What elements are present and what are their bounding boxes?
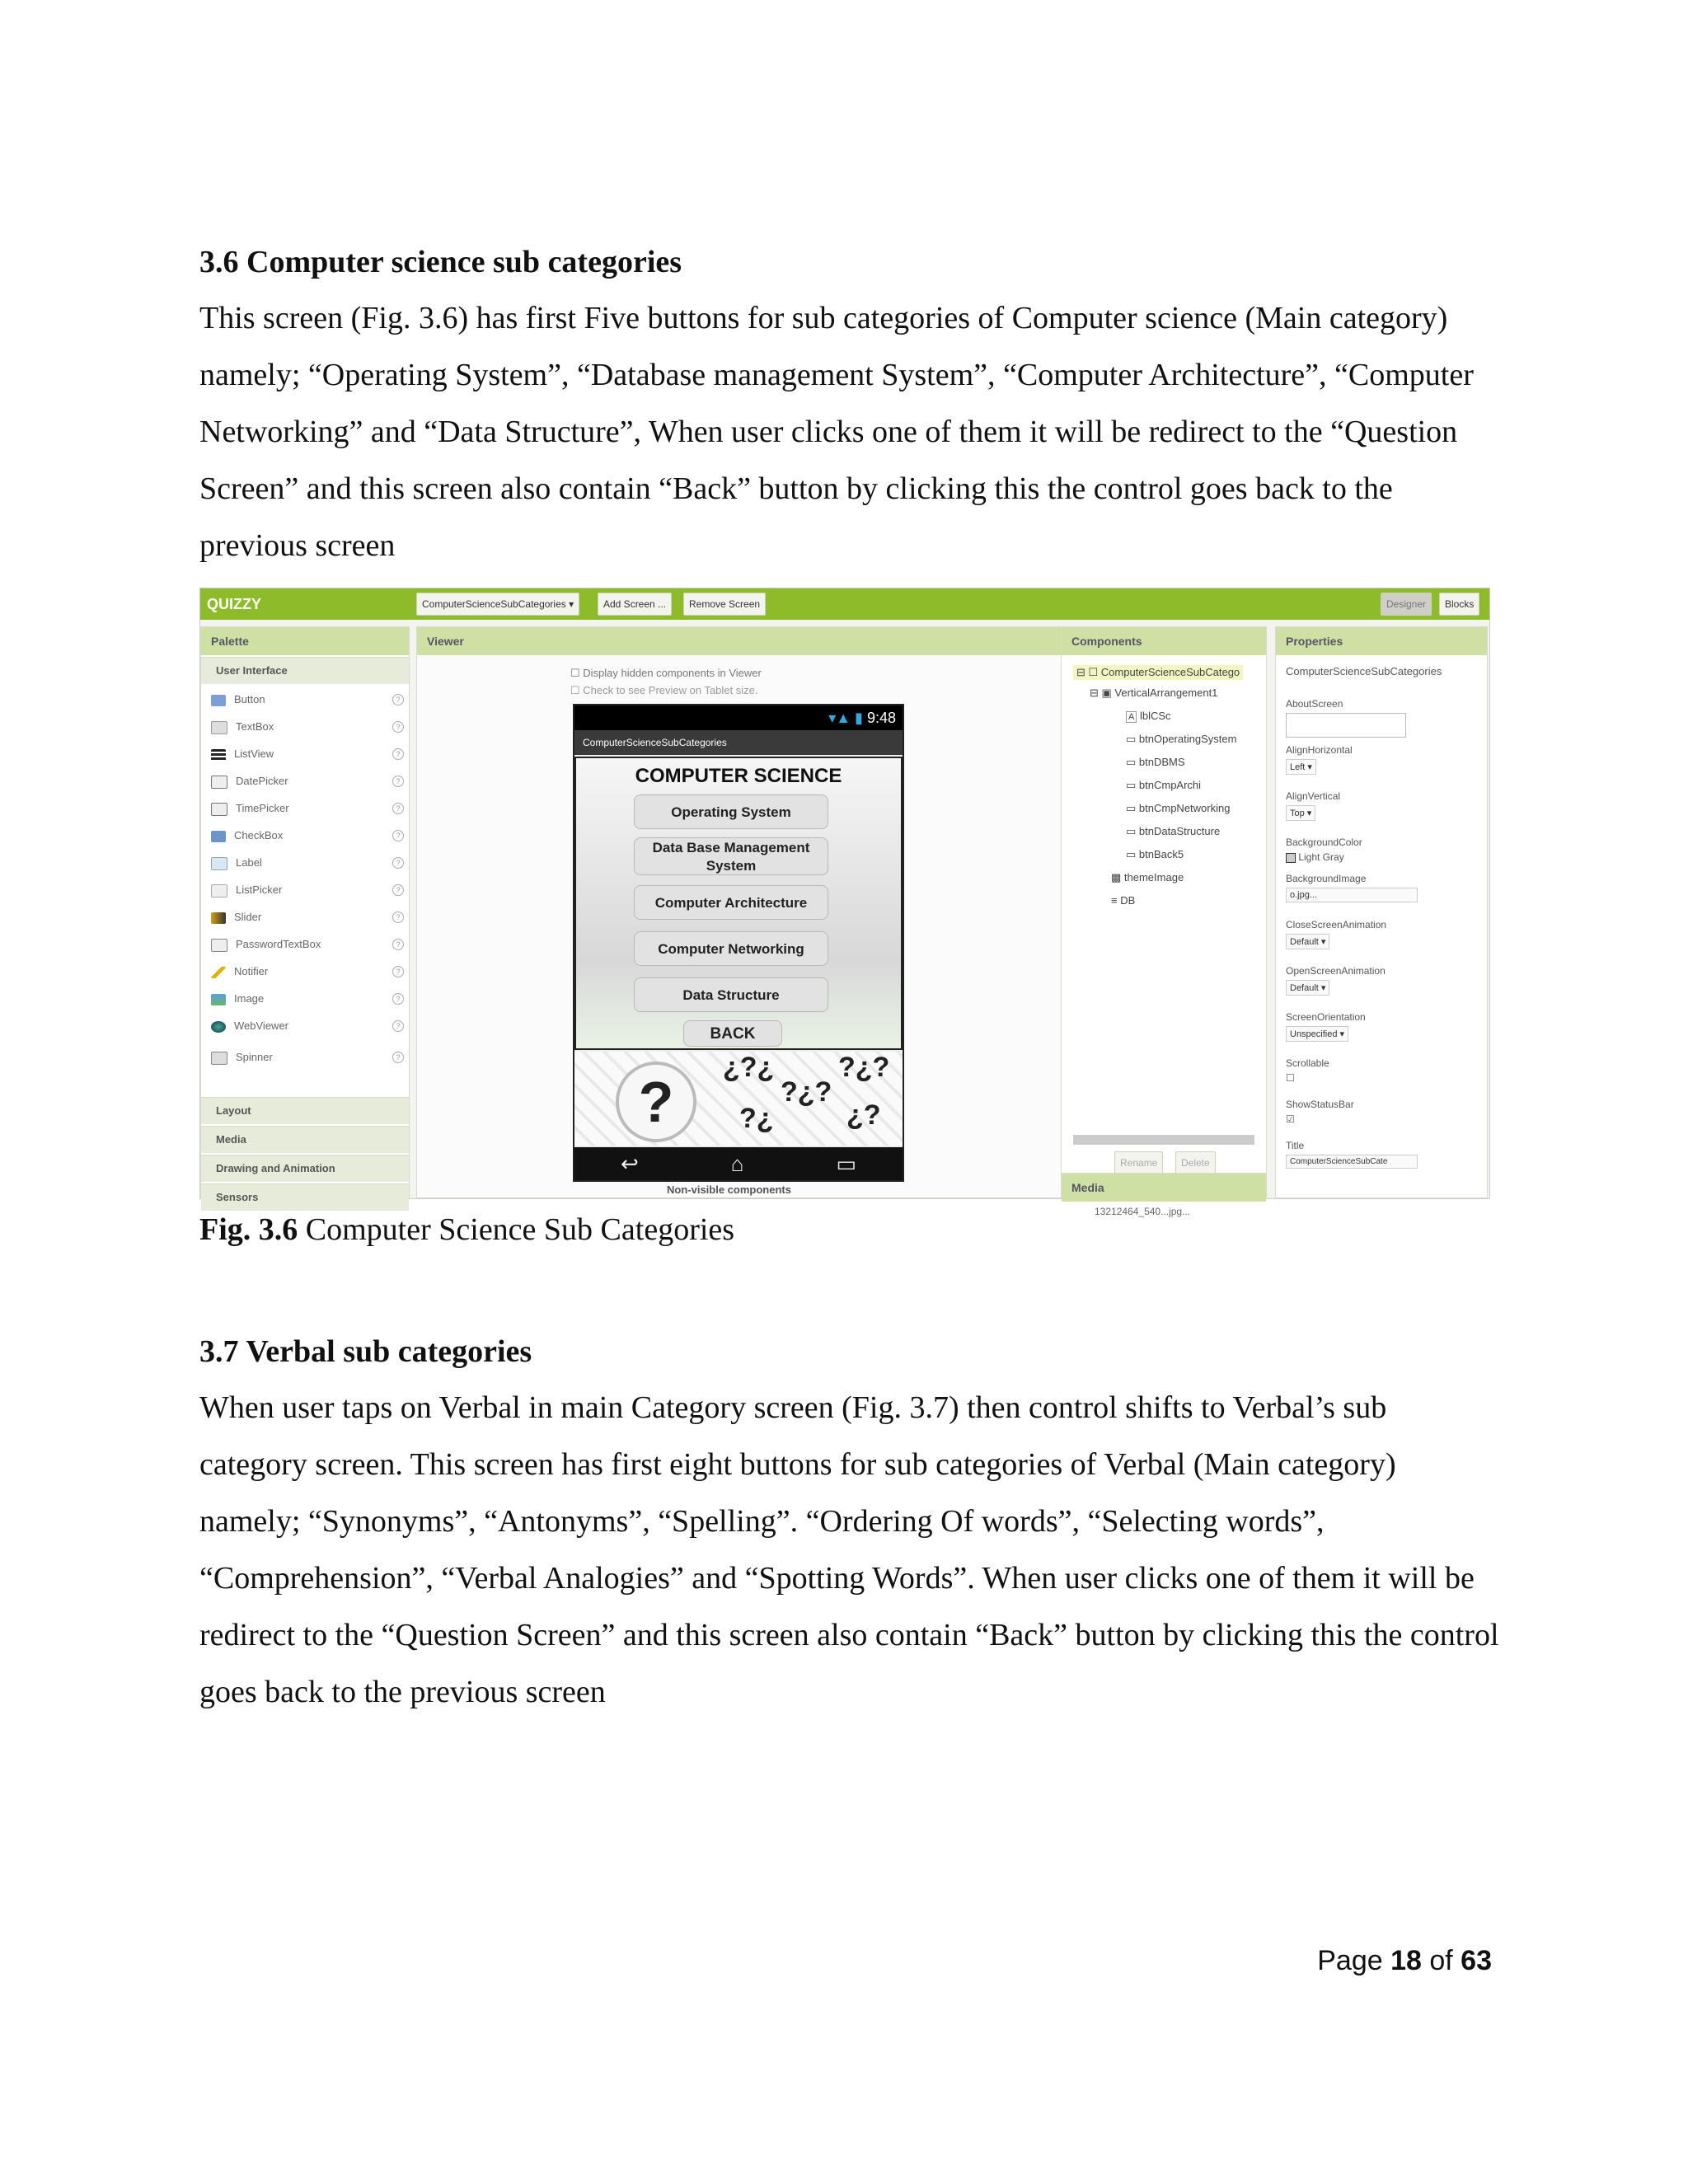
app-brand: QUIZZY bbox=[207, 596, 261, 612]
palette-item[interactable]: Label ? bbox=[209, 850, 404, 876]
btn-computer-networking[interactable]: Computer Networking bbox=[634, 931, 828, 966]
palette-item[interactable]: CheckBox ? bbox=[209, 823, 404, 849]
prop-label: AboutScreen bbox=[1286, 698, 1343, 710]
components-header: Components bbox=[1062, 627, 1266, 655]
back-button[interactable]: BACK bbox=[683, 1020, 782, 1047]
section-paragraph-3-7: When user taps on Verbal in main Category screen (Fig. 3.7) then control shifts to Verbal’s sub category screen. This screen has first eight buttons for sub categories of Verbal (Main category) namely; “Synonyms”, “Antonyms”, “Spelling”. “Ordering Of words”, “Selecting words”, “Comprehension”, “Verbal Analogies” and “Spotting Words”. When user clicks one of them it will be redirect to the “Question Screen” and this screen also contain “Back” button by clicking this the control goes back to the previous screen bbox=[199, 1390, 1499, 1709]
phone-status-bar: ▾▲ ▮ 9:48 bbox=[574, 705, 903, 730]
figure-caption: Fig. 3.6 Computer Science Sub Categories bbox=[199, 1212, 735, 1247]
computer-science-label: COMPUTER SCIENCE bbox=[635, 765, 842, 787]
background-color-value[interactable]: Light Gray bbox=[1286, 851, 1344, 863]
palette-item[interactable]: TimePicker ? bbox=[209, 795, 404, 822]
prop-label: ScreenOrientation bbox=[1286, 1011, 1366, 1023]
section-paragraph-3-6: This screen (Fig. 3.6) has first Five buttons for sub categories of Computer science (Main category) namely; “Operating System”, “Database management System”, “Computer Architecture”, “Computer Networking” and “Data Structure”, When user clicks one of them it will be redirect to the “Question Screen” and this screen also contain “Back” button by clicking this the control goes back to the previous screen bbox=[199, 301, 1474, 563]
selected-component-name: ComputerScienceSubCategories bbox=[1286, 665, 1442, 677]
prop-label: ShowStatusBar bbox=[1286, 1099, 1354, 1110]
tree-db[interactable]: ≡ DB bbox=[1111, 894, 1136, 907]
palette-item[interactable]: Spinner ? bbox=[209, 1044, 404, 1071]
btn-data-structure[interactable]: Data Structure bbox=[634, 977, 828, 1012]
prop-label: OpenScreenAnimation bbox=[1286, 965, 1386, 977]
palette-item[interactable]: ListPicker ? bbox=[209, 877, 404, 903]
palette-item[interactable]: Slider ? bbox=[209, 904, 404, 930]
prop-label: AlignHorizontal bbox=[1286, 744, 1353, 756]
phone-preview bbox=[573, 704, 904, 1182]
screen-select[interactable]: ComputerScienceSubCategories ▾ bbox=[416, 593, 579, 616]
rename-button[interactable]: Rename bbox=[1114, 1151, 1163, 1174]
palette-item[interactable]: Notifier ? bbox=[209, 958, 404, 985]
show-statusbar-checkbox[interactable]: ☑ bbox=[1286, 1113, 1295, 1125]
section-heading-3-7: 3.7 Verbal sub categories bbox=[199, 1334, 532, 1369]
phone-nav-bar bbox=[574, 1147, 903, 1180]
title-input[interactable]: ComputerScienceSubCate bbox=[1286, 1155, 1418, 1169]
btn-dbms[interactable]: Data Base Management System bbox=[634, 837, 828, 875]
display-hidden-checkbox[interactable]: ☐ Display hidden components in Viewer bbox=[570, 667, 762, 679]
add-screen-button[interactable]: Add Screen ... bbox=[598, 593, 672, 616]
designer-button[interactable]: Designer bbox=[1381, 593, 1432, 616]
tree-root[interactable]: ⊟ ☐ ComputerScienceSubCatego bbox=[1073, 665, 1243, 680]
palette-item[interactable]: DatePicker ? bbox=[209, 768, 404, 794]
question-mark-icon: ? bbox=[616, 1062, 696, 1142]
palette-section-user-interface[interactable]: User Interface bbox=[201, 657, 409, 684]
tree-item[interactable]: ▭ btnBack5 bbox=[1126, 848, 1184, 860]
palette-group-layout[interactable]: Layout bbox=[201, 1097, 409, 1124]
properties-panel bbox=[1275, 626, 1488, 1198]
figure-screenshot bbox=[199, 588, 1490, 1217]
tree-item[interactable]: ▭ btnOperatingSystem bbox=[1126, 733, 1237, 745]
theme-image: ? ¿?¿ ?¿? ?¿? ¿? ?¿ bbox=[574, 1052, 903, 1146]
remove-screen-button[interactable]: Remove Screen bbox=[683, 593, 766, 616]
delete-button[interactable]: Delete bbox=[1175, 1151, 1216, 1174]
home-nav-icon[interactable]: ⌂ bbox=[730, 1151, 744, 1176]
prop-label: Scrollable bbox=[1286, 1057, 1329, 1069]
media-item[interactable]: 13212464_540...jpg... bbox=[1095, 1206, 1191, 1217]
prop-label: Title bbox=[1286, 1140, 1305, 1151]
align-horizontal-select[interactable]: Left ▾ bbox=[1286, 759, 1316, 775]
section-heading-3-6: 3.6 Computer science sub categories bbox=[199, 245, 682, 279]
prop-label: CloseScreenAnimation bbox=[1286, 919, 1387, 930]
prop-label: BackgroundImage bbox=[1286, 873, 1367, 884]
components-scrollbar[interactable] bbox=[1073, 1135, 1254, 1145]
prop-label: BackgroundColor bbox=[1286, 837, 1362, 848]
btn-computer-architecture[interactable]: Computer Architecture bbox=[634, 885, 828, 920]
palette-item[interactable]: Button ? bbox=[209, 687, 404, 713]
scrollable-checkbox[interactable]: ☐ bbox=[1286, 1072, 1295, 1084]
background-image-input[interactable]: o.jpg... bbox=[1286, 888, 1418, 902]
nonvisible-components-label: Non-visible components bbox=[667, 1183, 791, 1196]
palette-group-drawing[interactable]: Drawing and Animation bbox=[201, 1155, 409, 1182]
back-nav-icon[interactable]: ↩ bbox=[620, 1151, 639, 1176]
palette-item[interactable]: Image ? bbox=[209, 986, 404, 1012]
palette-group-media[interactable]: Media bbox=[201, 1126, 409, 1153]
open-animation-select[interactable]: Default ▾ bbox=[1286, 980, 1329, 996]
tree-item[interactable]: ▭ btnDataStructure bbox=[1126, 825, 1221, 837]
palette-group-sensors[interactable]: Sensors bbox=[201, 1183, 409, 1211]
page-footer: Page 18 of 63 bbox=[1317, 1945, 1492, 1976]
tree-theme-image[interactable]: ▩ themeImage bbox=[1111, 871, 1184, 883]
palette-panel bbox=[200, 626, 410, 1203]
tree-item[interactable]: ▭ btnCmpNetworking bbox=[1126, 802, 1231, 814]
tree-item[interactable]: A lblCSc bbox=[1126, 710, 1171, 722]
viewer-header: Viewer bbox=[417, 627, 1253, 655]
wifi-signal-icon: ▾▲ ▮ bbox=[828, 710, 867, 726]
components-panel bbox=[1061, 626, 1267, 1217]
vertical-arrangement bbox=[574, 757, 903, 1050]
phone-title-bar: ComputerScienceSubCategories bbox=[574, 730, 903, 755]
blocks-button[interactable]: Blocks bbox=[1439, 593, 1479, 616]
tablet-preview-checkbox[interactable]: ☐ Check to see Preview on Tablet size. bbox=[570, 684, 758, 696]
tree-item[interactable]: ▭ btnCmpArchi bbox=[1126, 779, 1202, 791]
properties-header: Properties bbox=[1276, 627, 1487, 655]
palette-item[interactable]: TextBox ? bbox=[209, 714, 404, 740]
tree-item[interactable]: ▭ btnDBMS bbox=[1126, 756, 1185, 768]
prop-label: AlignVertical bbox=[1286, 790, 1341, 802]
media-header: Media bbox=[1062, 1173, 1266, 1202]
palette-item[interactable]: PasswordTextBox ? bbox=[209, 931, 404, 958]
palette-header: Palette bbox=[201, 627, 409, 655]
orientation-select[interactable]: Unspecified ▾ bbox=[1286, 1026, 1348, 1042]
recents-nav-icon[interactable]: ▭ bbox=[836, 1151, 857, 1176]
align-vertical-select[interactable]: Top ▾ bbox=[1286, 805, 1315, 821]
btn-operating-system[interactable]: Operating System bbox=[634, 794, 828, 829]
tree-arrangement[interactable]: ⊟ ▣ VerticalArrangement1 bbox=[1090, 687, 1218, 699]
palette-item[interactable]: WebViewer ? bbox=[209, 1013, 404, 1039]
designer-topbar bbox=[200, 588, 1489, 620]
palette-item[interactable]: ListView ? bbox=[209, 741, 404, 767]
close-animation-select[interactable]: Default ▾ bbox=[1286, 934, 1329, 949]
about-screen-input[interactable] bbox=[1286, 713, 1406, 738]
